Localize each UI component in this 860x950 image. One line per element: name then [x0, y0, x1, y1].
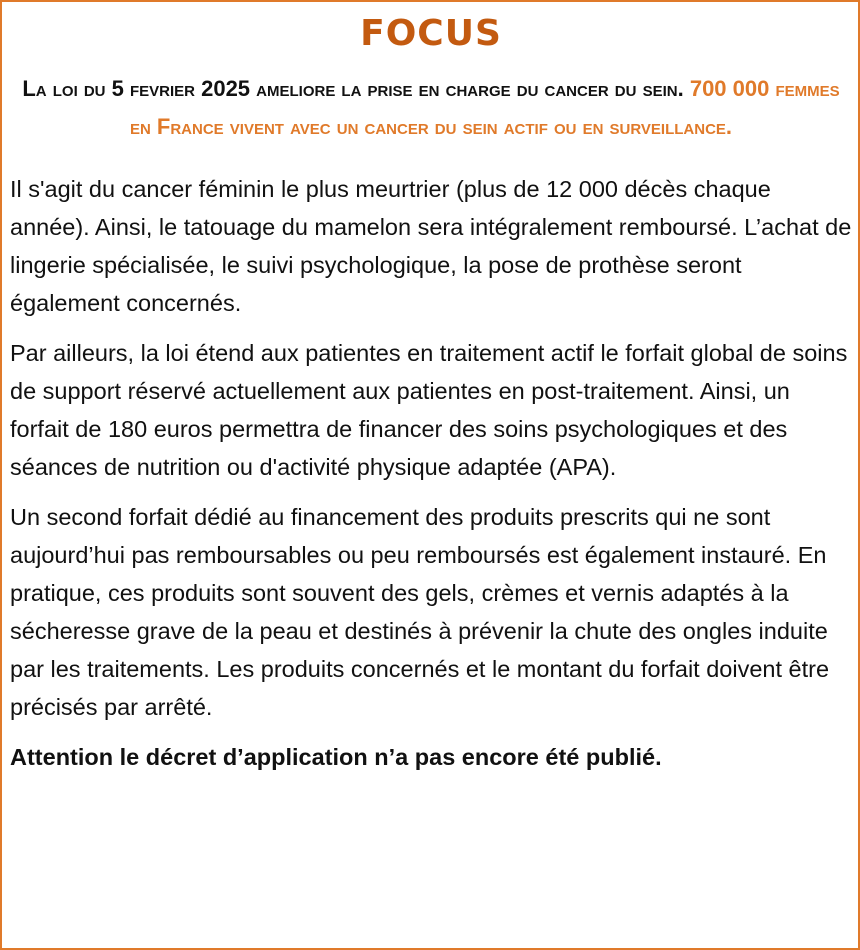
lead-main-text: La loi du 5 fevrier 2025 ameliore la prise en charge du cancer du sein. — [22, 76, 684, 101]
warning-note: Attention le décret d’application n’a pas encore été publié. — [10, 744, 662, 770]
body-paragraph-2: Par ailleurs, la loi étend aux patientes en traitement actif le forfait global de soins de support réservé actuellement aux patientes en post-traitement. Ainsi, un forfait de 180 euros permettra de financer des soins psychologiques et des séances de nutrition ou d'activité physique adaptée (APA). — [10, 340, 848, 480]
lead-paragraph — [10, 70, 852, 146]
body-paragraph-1: Il s'agit du cancer féminin le plus meurtrier (plus de 12 000 décès chaque année). Ainsi, le tatouage du mamelon sera intégralement remboursé. L’achat de lingerie spécialisée, le suivi psychologique, la pose de prothèse seront également concernés. — [10, 176, 852, 316]
focus-title: FOCUS — [360, 13, 502, 54]
body-paragraph-3: Un second forfait dédié au financement des produits prescrits qui ne sont aujourd’hui pas remboursables ou peu remboursés est également instauré. En pratique, ces produits sont souvent des gels, crèmes et vernis adaptés à la sécheresse grave de la peau et destinés à prévenir la chute des ongles induite par les traitements. Les produits concernés et le montant du forfait doivent être précisés par arrêté. — [10, 504, 830, 720]
lead-accent-text: 700 000 femmes en France vivent avec un cancer du sein actif ou en surveillance. — [129, 76, 840, 139]
